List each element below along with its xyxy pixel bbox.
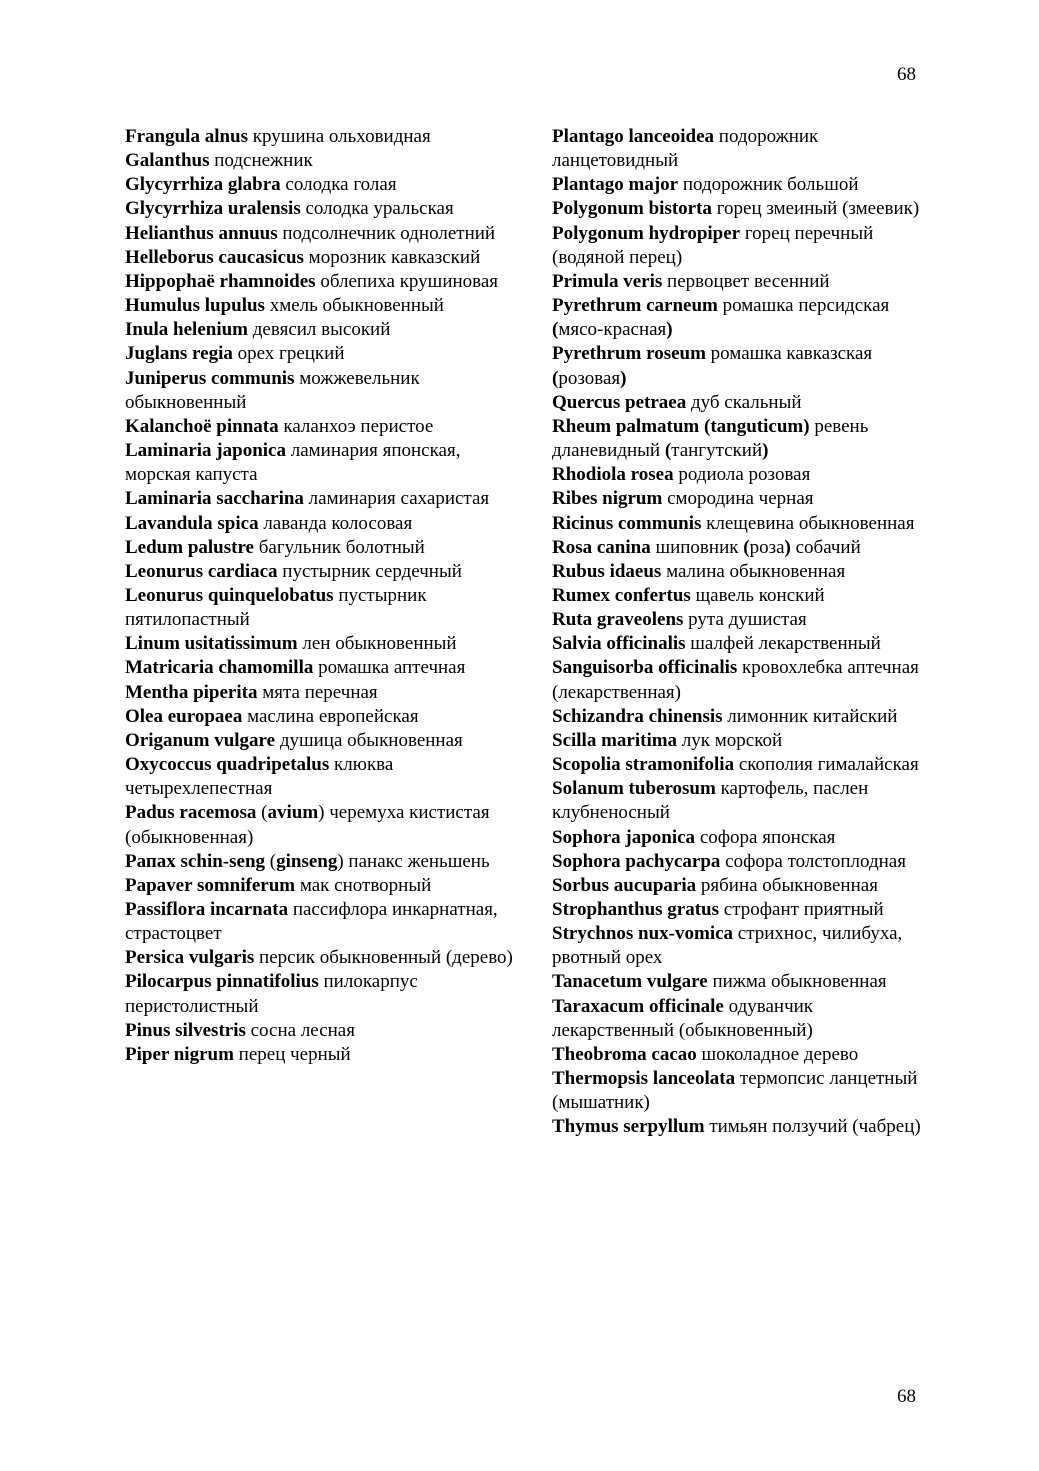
glossary-entry [552,777,932,825]
latin-name: Helianthus annuus [125,222,278,244]
latin-name: Glycyrrhiza glabra [125,174,281,196]
glossary-entry [552,826,932,850]
russian-name: горец перечный (водяной перец) [552,222,874,268]
latin-name: Taraxacum officinale [552,995,724,1017]
latin-name: ginseng [276,850,338,872]
latin-name: Sanguisorba officinalis [552,657,738,679]
russian-name: тимьян ползучий (чабрец) [704,1116,921,1138]
latin-name: Laminaria saccharina [125,488,304,510]
russian-name: смородина черная [662,488,814,510]
latin-name: Linum usitatissimum [125,633,298,655]
glossary-entry [125,318,525,342]
glossary-entry [552,294,932,342]
latin-name: Rheum palmatum (tanguticum) [552,415,810,437]
glossary-entry [125,970,525,1018]
russian-name: розовая [558,367,621,389]
russian-name: роза [749,536,785,558]
russian-name: ( [256,802,268,824]
glossary-entry [125,415,525,439]
latin-name: Solanum tuberosum [552,778,716,800]
glossary-entry [552,584,932,608]
glossary-entry [552,391,932,415]
glossary-entry [552,342,932,390]
russian-name: пассифлора инкарнатная, страстоцвет [125,899,498,945]
russian-name: лук морской [677,729,783,751]
glossary-entry [125,197,525,221]
glossary-entry [552,874,932,898]
right-column [552,125,932,1140]
glossary-entry [125,850,525,874]
glossary-entry [552,898,932,922]
russian-name: хмель обыкновенный [264,295,444,317]
glossary-entry [552,1067,932,1115]
glossary-entry [125,125,525,149]
latin-name: ( [743,536,750,558]
glossary-entry [552,729,932,753]
glossary-entry [125,342,525,366]
latin-name: Helleborus caucasicus [125,246,304,268]
glossary-entry [125,270,525,294]
glossary-entry [125,173,525,197]
latin-name: Persica vulgaris [125,947,255,969]
russian-name: ) черемуха кистистая (обыкновенная) [125,802,490,848]
latin-name: Plantago major [552,174,679,196]
glossary-entry [552,850,932,874]
latin-name: Passiflora incarnata [125,899,289,920]
glossary-entry [125,367,525,415]
latin-name: Sophora japonica [552,826,696,848]
russian-name: рута душистая [683,609,807,631]
russian-name: ромашка кавказская [705,343,873,365]
glossary-entry [552,536,932,560]
latin-name: Salvia officinalis [552,633,686,655]
russian-name: багульник болотный [253,536,425,558]
latin-name: ) [762,440,769,462]
latin-name: Origanum vulgare [125,729,276,751]
glossary-entry [552,1115,932,1139]
latin-name: ) [620,367,627,389]
glossary-entry [552,125,932,173]
latin-name: Quercus petraea [552,391,687,413]
russian-name: собачий [790,536,861,558]
latin-name: Olea europaea [125,705,243,727]
latin-name: avium [267,802,319,824]
russian-name: облепиха крушиновая [315,270,499,292]
latin-name: Polygonum hydropiper [552,222,741,244]
latin-name: Humulus lupulus [125,295,265,317]
glossary-entry [125,439,525,487]
russian-name: шоколадное дерево [696,1043,859,1065]
latin-name: Scilla maritima [552,729,678,751]
latin-name: Glycyrrhiza uralensis [125,198,301,220]
russian-name: подорожник ланцетовидный [552,126,819,172]
glossary-entry [125,681,525,705]
latin-name: Papaver somniferum [125,874,296,896]
russian-name: скополия гималайская [734,754,919,776]
latin-name: Juglans regia [125,343,233,365]
latin-name: Rubus idaeus [552,560,662,582]
latin-name: Inula helenium [125,319,249,341]
latin-name: Scopolia stramonifolia [552,754,735,776]
glossary-entry [125,801,525,849]
russian-name: ламинария сахаристая [303,488,490,510]
glossary-entry [552,1043,932,1067]
russian-name: ( [265,850,277,872]
russian-name: перец черный [233,1043,351,1065]
latin-name: Rosa canina [552,536,651,558]
russian-name: мак снотворный [295,874,432,896]
glossary-entry [125,536,525,560]
russian-name: пижма обыкновенная [707,971,887,993]
glossary-entry [125,246,525,270]
latin-name: ) [666,319,673,341]
page-number-bottom: 68 [897,1386,916,1407]
latin-name: Kalanchoё pinnata [125,415,279,437]
russian-name: пустырник сердечный [277,560,462,582]
latin-name: Pyrethrum carneum [552,295,718,317]
left-column [125,125,525,1067]
russian-name: лимонник китайский [722,705,898,727]
russian-name: душица обыкновенная [275,729,463,751]
latin-name: Strophanthus gratus [552,899,720,920]
latin-name: Laminaria japonica [125,440,286,462]
russian-name: крушина ольховидная [248,126,431,147]
russian-name: малина обыкновенная [661,560,846,582]
latin-name: Pyrethrum roseum [552,343,706,365]
latin-name: Plantago lanceoidea [552,126,715,147]
latin-name: Frangula alnus [125,126,249,147]
russian-name: тангутский [671,440,763,462]
glossary-entry [552,270,932,294]
latin-name: Leonurus quinquelobatus [125,584,334,606]
russian-name: орех грецкий [232,343,345,365]
russian-name: родиола розовая [673,464,811,486]
glossary-entry [552,705,932,729]
russian-name: софора толстоплодная [720,850,906,872]
glossary-entry [552,512,932,536]
russian-name: шалфей лекарственный [685,633,881,655]
latin-name: Pinus silvestris [125,1019,246,1041]
glossary-entry [125,1019,525,1043]
glossary-entry [552,656,932,704]
russian-name: шиповник [650,536,744,558]
glossary-entry [125,656,525,680]
russian-name: пилокарпус перистолистный [125,971,418,1017]
russian-name: подорожник большой [678,174,859,196]
latin-name: Theobroma cacao [552,1043,697,1065]
russian-name: пустырник пятилопастный [125,584,427,631]
glossary-entry [125,222,525,246]
glossary-entry [552,415,932,463]
latin-name: Pilocarpus pinnatifolius [125,971,319,993]
latin-name: Leonurus cardiaca [125,560,278,582]
russian-name: одуванчик лекарственный (обыкновенный) [552,995,814,1041]
latin-name: Polygonum bistorta [552,198,712,220]
glossary-entry [552,922,932,970]
latin-name: Lavandula spica [125,512,259,534]
russian-name: сосна лесная [245,1019,355,1041]
glossary-entry [125,898,525,946]
russian-name: девясил высокий [248,319,391,341]
glossary-entry [125,632,525,656]
glossary-entry [125,946,525,970]
latin-name: Sophora pachycarpa [552,850,721,872]
glossary-entry [125,149,525,173]
glossary-entry [125,584,525,632]
glossary-entry [552,487,932,511]
glossary-entry [552,173,932,197]
latin-name: Matricaria chamomilla [125,657,314,679]
russian-name: клюква четырехлепестная [125,754,394,800]
latin-name: Rumex confertus [552,584,691,606]
russian-name: ревень дланевидный [552,415,869,462]
russian-name: можжевельник обыкновенный [125,367,420,413]
latin-name: Strychnos nux-vomica [552,923,734,945]
glossary-entry [552,970,932,994]
russian-name: лаванда колосовая [258,512,413,534]
russian-name: мясо-красная [558,319,667,341]
russian-name: первоцвет весенний [662,270,830,292]
latin-name: Juniperus communis [125,367,295,389]
russian-name: горец змеиный (змеевик) [711,198,920,220]
russian-name: лен обыкновенный [297,633,457,655]
latin-name: Рапах schin-seng [125,850,266,872]
russian-name: солодка уральская [300,198,454,220]
russian-name: картофель, паслен клубненосный [552,778,869,824]
latin-name: Ledum palustre [125,536,254,558]
russian-name: каланхоэ перистое [278,415,434,437]
glossary-entry [125,560,525,584]
russian-name: стрихнос, чилибуха, рвотный орех [552,923,903,969]
latin-name: Thermopsis lanceolata [552,1068,736,1090]
latin-name: Rhodiola rosea [552,464,674,486]
glossary-entry [125,874,525,898]
latin-name: ( [664,440,672,462]
russian-name: мята перечная [257,681,378,703]
russian-name: кровохлебка аптечная (лекарственная) [552,657,919,703]
russian-name: ) панакс женьшень [337,850,490,872]
glossary-entry [125,512,525,536]
latin-name: ( [552,367,559,389]
glossary-entry [552,560,932,584]
russian-name: строфант приятный [719,899,884,920]
latin-name: Padus racemosa [125,802,257,824]
latin-name: Tanacetum vulgare [552,971,708,993]
latin-name: Thymus serpyllum [552,1116,705,1138]
glossary-entry [552,753,932,777]
russian-name: щавель конский [690,584,825,606]
glossary-entry [552,608,932,632]
latin-name: Oxycoccus quadripetalus [125,754,330,776]
latin-name: Piper nigrum [125,1043,234,1065]
russian-name: ламинария японская, морская капуста [125,440,461,486]
latin-name: ( [552,319,559,341]
page-number-top: 68 [897,64,916,85]
latin-name: Mentha piperita [125,681,258,703]
russian-name: персик обыкновенный (дерево) [254,947,513,969]
russian-name: клещевина обыкновенная [701,512,915,534]
russian-name: подснежник [209,150,313,172]
latin-name: Galanthus [125,150,210,172]
russian-name: морозник кавказский [303,246,481,268]
glossary-entry [125,1043,525,1067]
latin-name: Ricinus communis [552,512,702,534]
russian-name: дуб скальный [686,391,802,413]
russian-name: софора японская [695,826,836,848]
latin-name: Primula veris [552,270,663,292]
glossary-entry [552,995,932,1043]
latin-name: Ribes nigrum [552,488,663,510]
russian-name: подсолнечник однолетний [277,222,496,244]
glossary-entry [125,705,525,729]
russian-name: ромашка персидская [717,295,890,317]
russian-name: солодка голая [280,174,397,196]
glossary-entry [552,197,932,221]
russian-name: рябина обыкновенная [696,874,878,896]
glossary-entry [552,463,932,487]
russian-name: маслина европейская [242,705,419,727]
latin-name: Hippophaё rhamnoides [125,270,316,292]
glossary-entry [552,222,932,270]
latin-name: Ruta graveolens [552,609,684,631]
latin-name: ) [784,536,791,558]
glossary-entry [125,729,525,753]
latin-name: Schizandra chinensis [552,705,723,727]
glossary-entry [125,487,525,511]
glossary-entry [552,632,932,656]
glossary-entry [125,753,525,801]
glossary-entry [125,294,525,318]
latin-name: Sorbus aucuparia [552,874,697,896]
russian-name: ромашка аптечная [313,657,466,679]
russian-name: термопсис ланцетный (мышатник) [552,1068,918,1114]
